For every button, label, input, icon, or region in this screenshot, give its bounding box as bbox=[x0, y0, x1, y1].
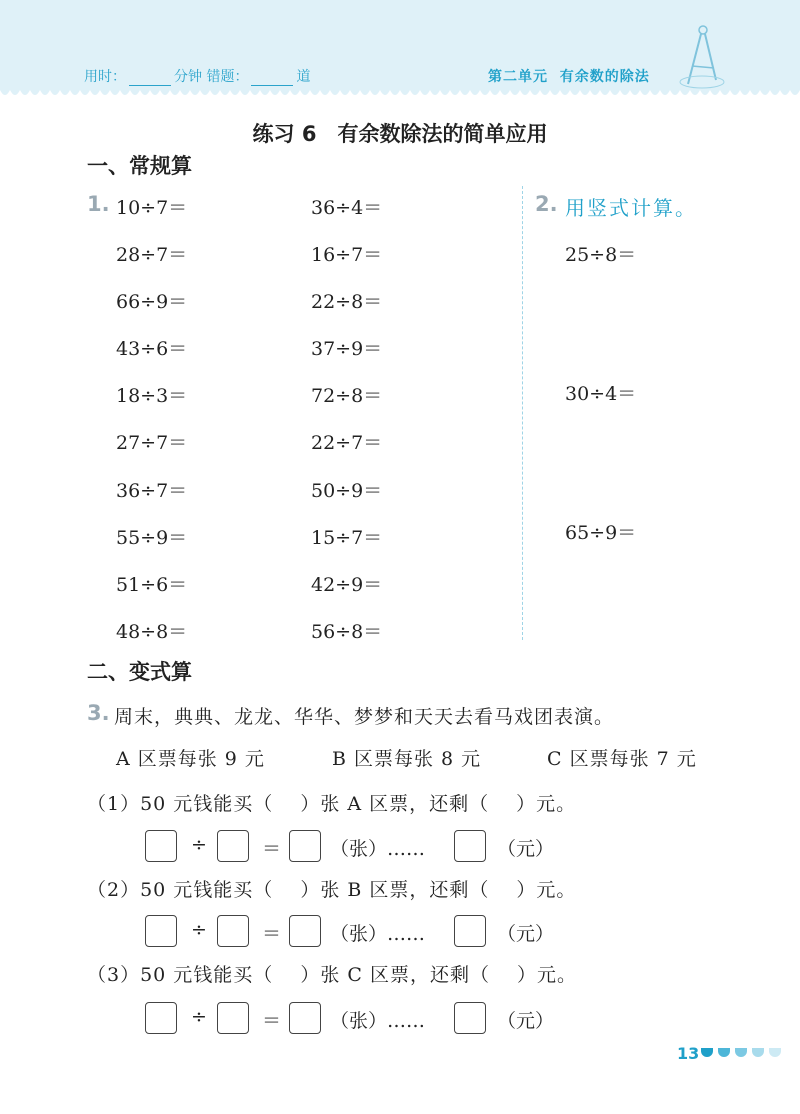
answer-box-dividend[interactable] bbox=[145, 830, 177, 862]
answer-box-quotient[interactable] bbox=[289, 1002, 321, 1034]
equation: 37÷9＝ bbox=[311, 338, 383, 360]
vertical-calc-item: 30÷4＝ bbox=[565, 383, 637, 405]
page-title: 练习 6 有余数除法的简单应用 bbox=[252, 122, 548, 146]
equation: 28÷7＝ bbox=[116, 244, 188, 266]
equation: 16÷7＝ bbox=[311, 244, 383, 266]
equation: 22÷8＝ bbox=[311, 291, 383, 313]
minute-label: 分钟 bbox=[174, 69, 202, 85]
time-label: 用时： bbox=[84, 69, 126, 85]
unit-yuan: （元） bbox=[497, 923, 555, 945]
compass-icon bbox=[676, 22, 726, 92]
time-blank[interactable] bbox=[129, 71, 171, 86]
price-c: C 区票每张 7 元 bbox=[547, 748, 697, 770]
unit-label: 第二单元 bbox=[488, 69, 548, 85]
unit-zhang: （张）…… bbox=[330, 1010, 426, 1032]
equation: 15÷7＝ bbox=[311, 527, 383, 549]
equation: 27÷7＝ bbox=[116, 432, 188, 454]
errors-label: 错题： bbox=[206, 69, 249, 85]
question-1-number: 1. bbox=[87, 192, 110, 216]
equation: 50÷9＝ bbox=[311, 480, 383, 502]
errors-blank[interactable] bbox=[251, 71, 293, 86]
divide-sign: ÷ bbox=[191, 1006, 207, 1028]
question-3-part-2: （2）50 元钱能买（ ）张 B 区票，还剩（ ）元。 bbox=[87, 879, 577, 901]
unit-yuan: （元） bbox=[497, 838, 555, 860]
answer-box-quotient[interactable] bbox=[289, 915, 321, 947]
price-a: A 区票每张 9 元 bbox=[116, 748, 265, 770]
equation: 66÷9＝ bbox=[116, 291, 188, 313]
answer-box-quotient[interactable] bbox=[289, 830, 321, 862]
question-3-part-3: （3）50 元钱能买（ ）张 C 区票，还剩（ ）元。 bbox=[87, 964, 578, 986]
decoration-dot bbox=[769, 1048, 781, 1057]
equation: 48÷8＝ bbox=[116, 621, 188, 643]
question-3-part-1: （1）50 元钱能买（ ）张 A 区票，还剩（ ）元。 bbox=[87, 793, 577, 815]
page-number: 13 bbox=[677, 1044, 700, 1063]
divide-sign: ÷ bbox=[191, 834, 207, 856]
equation: 72÷8＝ bbox=[311, 385, 383, 407]
equation: 22÷7＝ bbox=[311, 432, 383, 454]
equation: 56÷8＝ bbox=[311, 621, 383, 643]
decoration-dot bbox=[735, 1048, 747, 1057]
time-errors-record bbox=[84, 66, 310, 86]
problems-label: 道 bbox=[296, 69, 311, 85]
equation: 55÷9＝ bbox=[116, 527, 188, 549]
vertical-calc-item: 25÷8＝ bbox=[565, 244, 637, 266]
decoration-dot bbox=[701, 1048, 713, 1057]
answer-box-dividend[interactable] bbox=[145, 915, 177, 947]
page-header bbox=[0, 0, 800, 100]
equation: 10÷7＝ bbox=[116, 197, 188, 219]
equation: 43÷6＝ bbox=[116, 338, 188, 360]
answer-box-divisor[interactable] bbox=[217, 1002, 249, 1034]
answer-box-dividend[interactable] bbox=[145, 1002, 177, 1034]
unit-zhang: （张）…… bbox=[330, 923, 426, 945]
section-heading-variation: 二、变式算 bbox=[87, 660, 192, 684]
unit-zhang: （张）…… bbox=[330, 838, 426, 860]
equation: 36÷7＝ bbox=[116, 480, 188, 502]
question-2-title: 用竖式计算。 bbox=[565, 196, 697, 220]
unit-yuan: （元） bbox=[497, 1010, 555, 1032]
divide-sign: ÷ bbox=[191, 919, 207, 941]
topic-label: 有余数的除法 bbox=[559, 69, 650, 85]
decoration-dot bbox=[718, 1048, 730, 1057]
equals-sign: ＝ bbox=[262, 1010, 282, 1032]
equation: 42÷9＝ bbox=[311, 574, 383, 596]
answer-box-divisor[interactable] bbox=[217, 830, 249, 862]
price-b: B 区票每张 8 元 bbox=[332, 748, 482, 770]
question-3-number: 3. bbox=[87, 701, 110, 725]
equation: 36÷4＝ bbox=[311, 197, 383, 219]
decoration-dot bbox=[752, 1048, 764, 1057]
question-3-text: 周末，典典、龙龙、华华、梦梦和天天去看马戏团表演。 bbox=[114, 706, 615, 728]
question-2-number: 2. bbox=[535, 192, 558, 216]
vertical-calc-item: 65÷9＝ bbox=[565, 522, 637, 544]
answer-box-remainder[interactable] bbox=[454, 830, 486, 862]
answer-box-remainder[interactable] bbox=[454, 1002, 486, 1034]
equation: 18÷3＝ bbox=[116, 385, 188, 407]
section-heading-routine: 一、常规算 bbox=[87, 154, 192, 178]
unit-topic bbox=[488, 66, 650, 86]
column-divider bbox=[522, 186, 523, 640]
answer-box-remainder[interactable] bbox=[454, 915, 486, 947]
equals-sign: ＝ bbox=[262, 923, 282, 945]
answer-box-divisor[interactable] bbox=[217, 915, 249, 947]
equals-sign: ＝ bbox=[262, 838, 282, 860]
equation: 51÷6＝ bbox=[116, 574, 188, 596]
